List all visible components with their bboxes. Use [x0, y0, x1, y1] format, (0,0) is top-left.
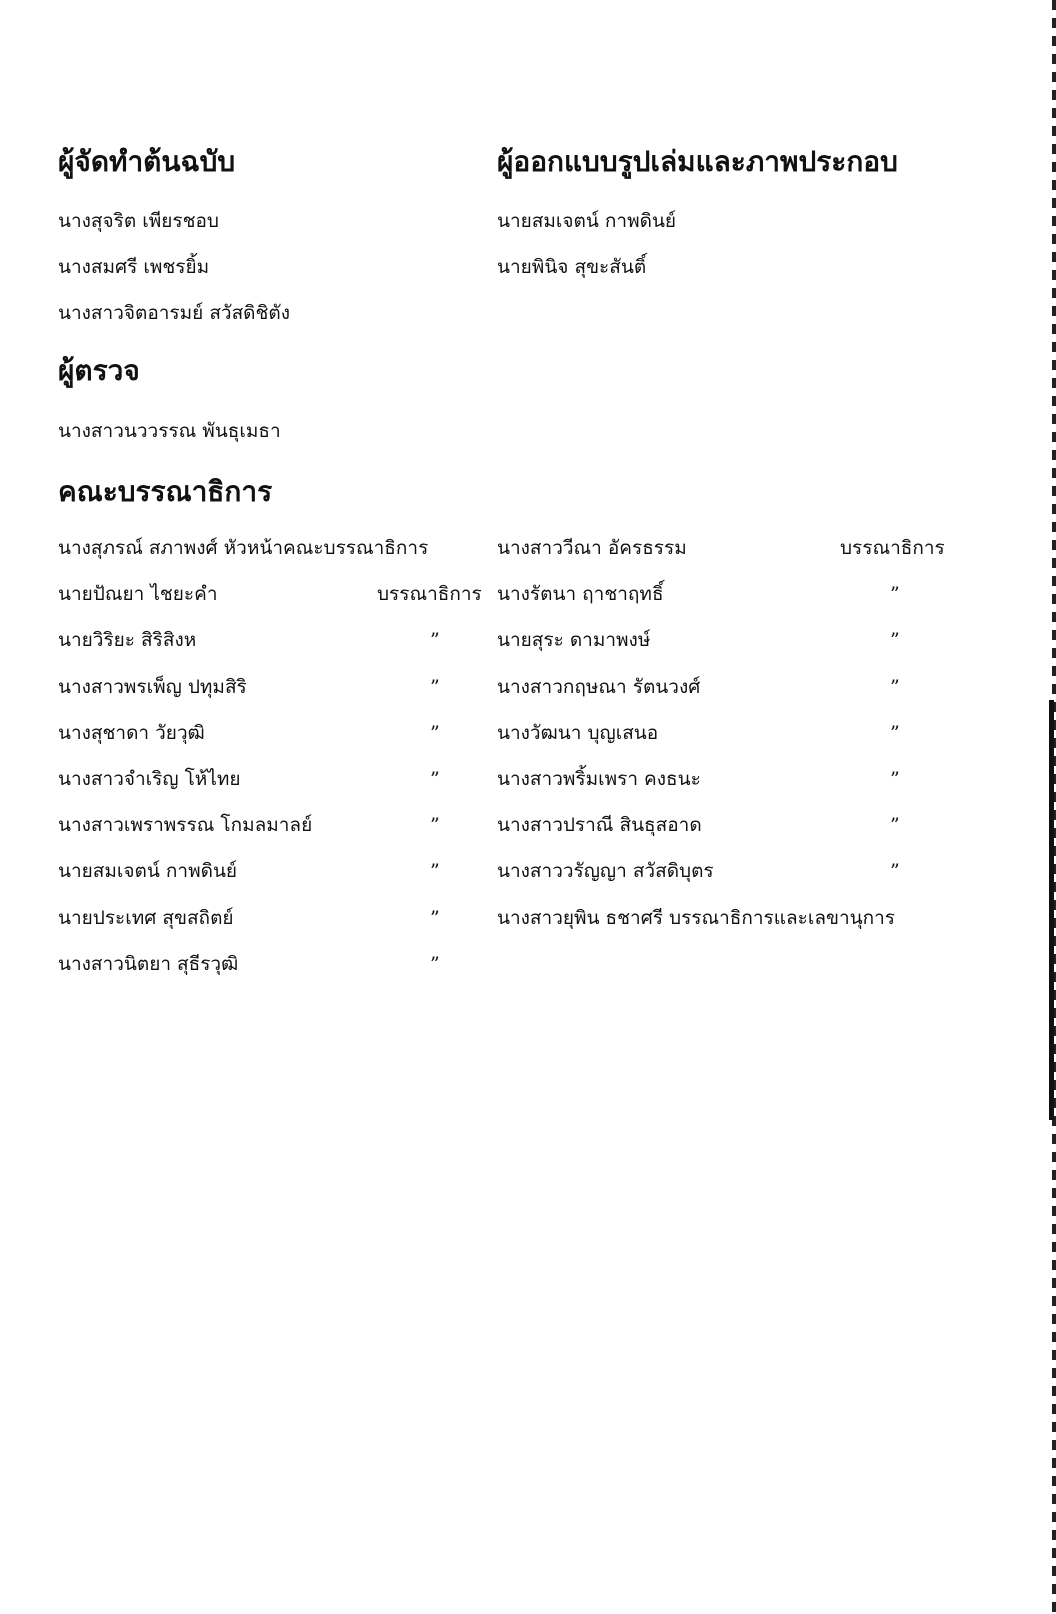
producer-name-3: นางสาวจิตอารมย์ สวัสดิชิตัง: [58, 302, 291, 324]
editorial-right-name: นางสาววีณา อัครธรรม: [497, 537, 687, 559]
editorial-right-name: นางรัตนา ฤาชาฤทธิ์: [497, 583, 664, 605]
editorial-left-name: นางสาวเพราพรรณ โกมลมาลย์: [58, 814, 313, 836]
editorial-right-name: นางสาวกฤษณา รัตนวงศ์: [497, 676, 701, 698]
editorial-right-name: นางวัฒนา บุญเสนอ: [497, 722, 659, 744]
editorial-left-role: ”: [430, 814, 440, 836]
producer-name-1: นางสุจริต เพียรชอบ: [58, 210, 219, 232]
editorial-left-role: ”: [430, 676, 440, 698]
editorial-right-role: ”: [890, 722, 900, 744]
heading-designers: ผู้ออกแบบรูปเล่มและภาพประกอบ: [497, 145, 898, 178]
editorial-left-role: ”: [430, 722, 440, 744]
editorial-right-role: ”: [890, 676, 900, 698]
editorial-left-name: นางสาวนิตยา สุธีรวุฒิ: [58, 953, 239, 975]
heading-original-producers: ผู้จัดทำต้นฉบับ: [58, 145, 236, 178]
designer-name-2: นายพินิจ สุขะสันติ์: [497, 256, 647, 278]
editorial-left-name: นายวิริยะ สิริสิงห: [58, 629, 197, 651]
editorial-left-role: ”: [430, 629, 440, 651]
editorial-right-name: นางสาวพริ้มเพรา คงธนะ: [497, 768, 701, 790]
producer-name-2: นางสมศรี เพชรยิ้ม: [58, 256, 210, 278]
editorial-left-name: นายสมเจตน์ กาพดินย์: [58, 860, 238, 882]
designer-name-1: นายสมเจตน์ กาพดินย์: [497, 210, 677, 232]
editorial-left-role: ”: [430, 953, 440, 975]
editorial-right-role: ”: [890, 768, 900, 790]
editorial-right-name: นางสาววรัญญา สวัสดิบุตร: [497, 860, 714, 882]
heading-reviewer: ผู้ตรวจ: [58, 354, 140, 387]
editorial-left-role: ”: [430, 768, 440, 790]
editorial-left-role: ”: [430, 860, 440, 882]
editorial-left-name: นางสุภรณ์ สภาพงศ์ หัวหน้าคณะบรรณาธิการ: [58, 537, 429, 559]
editorial-right-role: ”: [890, 629, 900, 651]
editorial-left-name: นางสุชาดา วัยวุฒิ: [58, 722, 205, 744]
editorial-right-role: บรรณาธิการ: [840, 537, 945, 559]
editorial-left-name: นายประเทศ สุขสถิตย์: [58, 907, 234, 929]
editorial-left-name: นางสาวพรเพ็ญ ปทุมสิริ: [58, 676, 247, 698]
reviewer-name-1: นางสาวนววรรณ พันธุเมธา: [58, 420, 281, 442]
page-edge-bar: [1049, 700, 1054, 1120]
editorial-right-name: นางสาวยุพิน ธชาศรี บรรณาธิการและเลขานุการ: [497, 907, 896, 929]
editorial-left-role: ”: [430, 907, 440, 929]
editorial-right-role: ”: [890, 583, 900, 605]
editorial-right-role: ”: [890, 814, 900, 836]
editorial-right-name: นางสาวปราณี สินธุสอาด: [497, 814, 702, 836]
editorial-right-name: นายสุระ ดามาพงษ์: [497, 629, 651, 651]
heading-editorial-board: คณะบรรณาธิการ: [58, 475, 273, 508]
editorial-right-role: ”: [890, 860, 900, 882]
editorial-left-role: บรรณาธิการ: [377, 583, 482, 605]
editorial-left-name: นางสาวจำเริญ โห้ไทย: [58, 768, 241, 790]
editorial-left-name: นายปัณยา ไชยะคำ: [58, 583, 218, 605]
